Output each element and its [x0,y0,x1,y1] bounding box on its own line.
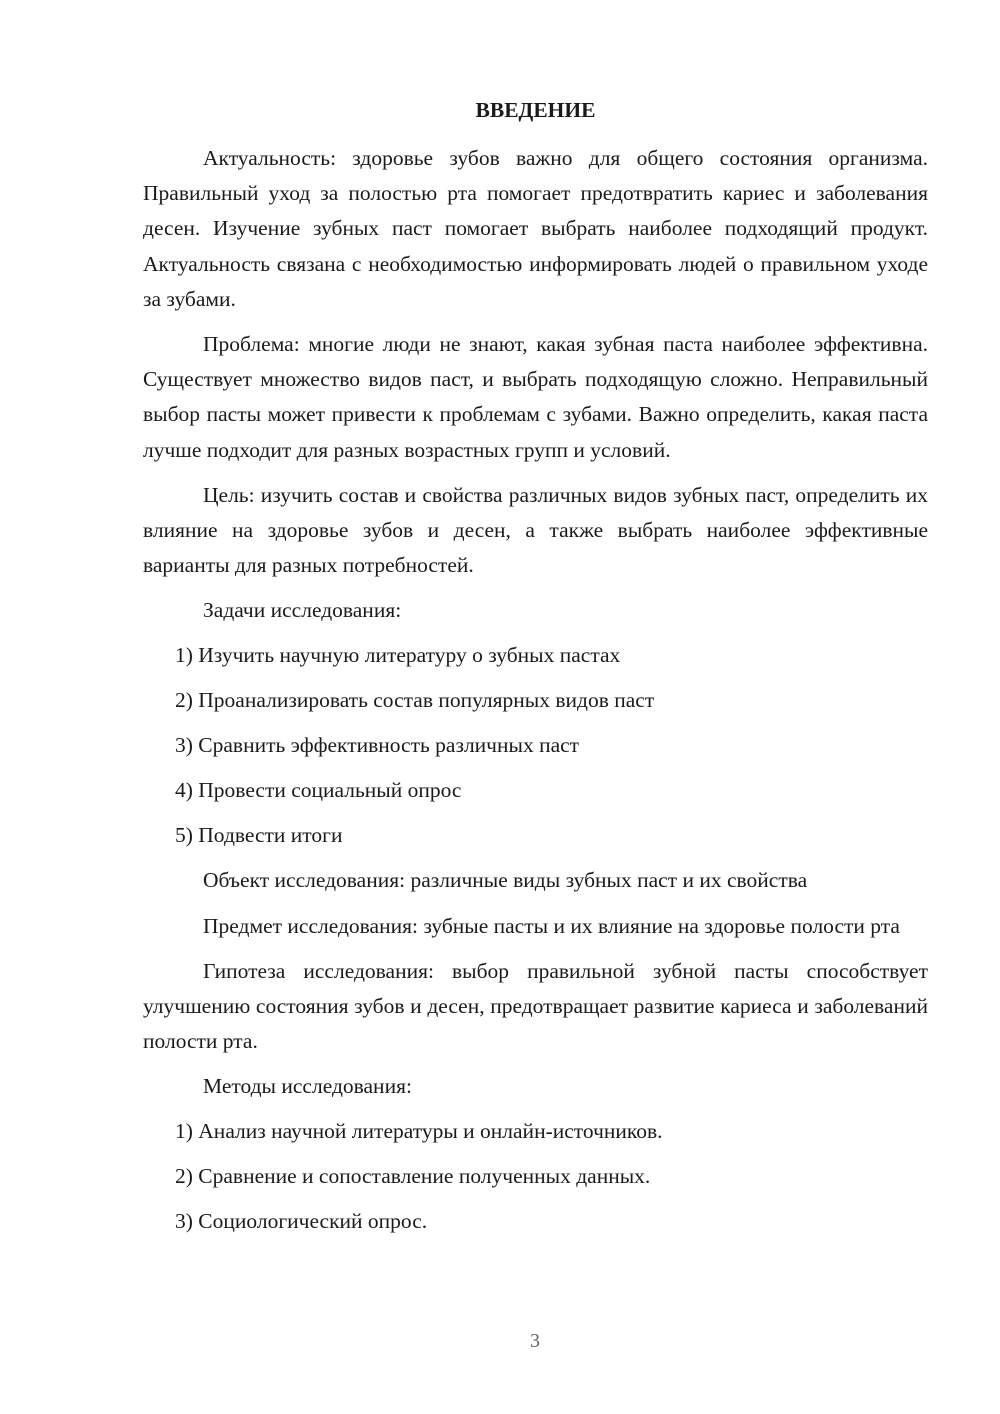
list-item: 1) Изучить научную литературу о зубных пастах [175,643,621,668]
list-item: 3) Сравнить эффективность различных паст [175,733,580,758]
tasks-heading: Задачи исследования: [203,598,402,623]
list-item: 5) Подвести итоги [175,823,343,848]
hypothesis-paragraph: Гипотеза исследования: выбор правильной зубной пасты способствует улучшению состояния зубов и десен, предотвращает развитие кариеса и заболеваний полости рта. [143,958,928,1054]
list-item: 2) Сравнение и сопоставление полученных данных. [175,1164,651,1189]
object-paragraph: Объект исследования: различные виды зубных паст и их свойства [203,868,808,893]
methods-list [143,1114,928,1239]
list-item: 3) Социологический опрос. [175,1209,428,1234]
problem-paragraph: Проблема: многие люди не знают, какая зубная паста наиболее эффективна. Существует множество видов паст, и выбрать подходящую сложно. Неправильный выбор пасты может привести к проблемам с зубами. Важно определить, какая паста лучше подходит для разных возрастных групп и условий. [143,332,928,462]
methods-heading: Методы исследования: [203,1074,412,1099]
tasks-list [143,638,928,853]
list-item: 2) Проанализировать состав популярных видов паст [175,688,655,713]
page-number: 3 [530,1330,540,1352]
list-item: 1) Анализ научной литературы и онлайн-источников. [175,1119,663,1144]
relevance-paragraph: Актуальность: здоровье зубов важно для общего состояния организма. Правильный уход за полостью рта помогает предотвратить кариес и заболевания десен. Изучение зубных паст помогает выбрать наиболее подходящий продукт. Актуальность связана с необходимостью информировать людей о правильном уходе за зубами. [143,146,928,311]
goal-paragraph: Цель: изучить состав и свойства различных видов зубных паст, определить их влияние на здоровье зубов и десен, а также выбрать наиболее эффективные варианты для разных потребностей. [143,482,928,578]
subject-paragraph: Предмет исследования: зубные пасты и их влияние на здоровье полости рта [203,913,900,938]
list-item: 4) Провести социальный опрос [175,778,462,803]
document-page [143,92,928,1249]
section-title: ВВЕДЕНИЕ [475,98,596,122]
